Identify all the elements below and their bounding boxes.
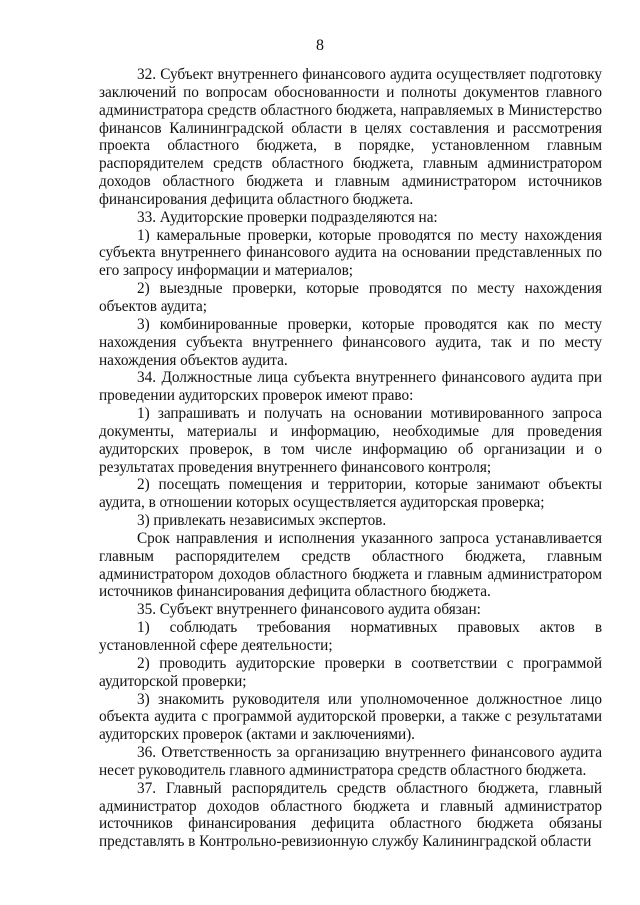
paragraph-37: 37. Главный распорядитель средств областного бюджета, главный администратор доходов областного бюджета и главный администратор источников финансирования дефицита областного бюджета обязаны представлять в Контрольно-ревизионную службу Калининградской области <box>99 779 602 851</box>
paragraph-35-item-1: 1) соблюдать требования нормативных правовых актов в установленной сфере деятельности; <box>99 619 602 654</box>
paragraph-35-item-3: 3) знакомить руководителя или уполномоченное должностное лицо объекта аудита с программой аудиторской проверки, а также с результатами аудиторских проверок (актами и заключениями). <box>99 690 602 744</box>
paragraph-35: 35. Субъект внутреннего финансового аудита обязан: <box>137 601 481 619</box>
page-number: 8 <box>316 37 324 54</box>
paragraph-33: 33. Аудиторские проверки подразделяются на: <box>137 208 438 226</box>
paragraph-33-item-2: 2) выездные проверки, которые проводятся по месту нахождения объектов аудита; <box>99 280 602 315</box>
paragraph-36: 36. Ответственность за организацию внутреннего финансового аудита несет руководитель главного администратора средств областного бюджета. <box>99 744 602 779</box>
paragraph-34-deadline: Срок направления и исполнения указанного запроса устанавливается главным распорядителем средств областного бюджета, главным администратором доходов областного бюджета и главным администратором источников финансирования дефицита областного бюджета. <box>99 529 602 601</box>
paragraph-35-item-2: 2) проводить аудиторские проверки в соответствии с программой аудиторской проверки; <box>99 654 602 690</box>
paragraph-34-item-3: 3) привлекать независимых экспертов. <box>137 512 387 530</box>
paragraph-34: 34. Должностные лица субъекта внутреннего финансового аудита при проведении аудиторских проверок имеют право: <box>99 369 602 405</box>
document-body <box>99 66 602 851</box>
paragraph-32: 32. Субъект внутреннего финансового аудита осуществляет подготовку заключений по вопросам обоснованности и полноты документов главного администратора средств областного бюджета, направляемых в Министерство финансов Калининградской области в целях составления и рассмотрения проекта областного бюджета, в порядке, установленном главным распорядителем средств областного бюджета, главным администратором доходов областного бюджета и главным администратором источников финансирования дефицита областного бюджета. <box>99 66 602 208</box>
paragraph-34-item-2: 2) посещать помещения и территории, которые занимают объекты аудита, в отношении которых осуществляется аудиторская проверка; <box>99 476 602 512</box>
paragraph-33-item-3: 3) комбинированные проверки, которые проводятся как по месту нахождения субъекта внутреннего финансового аудита, так и по месту нахождения объектов аудита. <box>99 315 602 369</box>
paragraph-34-item-1: 1) запрашивать и получать на основании мотивированного запроса документы, материалы и информацию, необходимые для проведения аудиторских проверок, в том числе информацию об организации и о результатах проведения внутреннего финансового контроля; <box>99 405 602 476</box>
paragraph-33-item-1: 1) камеральные проверки, которые проводятся по месту нахождения субъекта внутреннего финансового аудита на основании представленных по его запросу информации и материалов; <box>99 226 602 280</box>
